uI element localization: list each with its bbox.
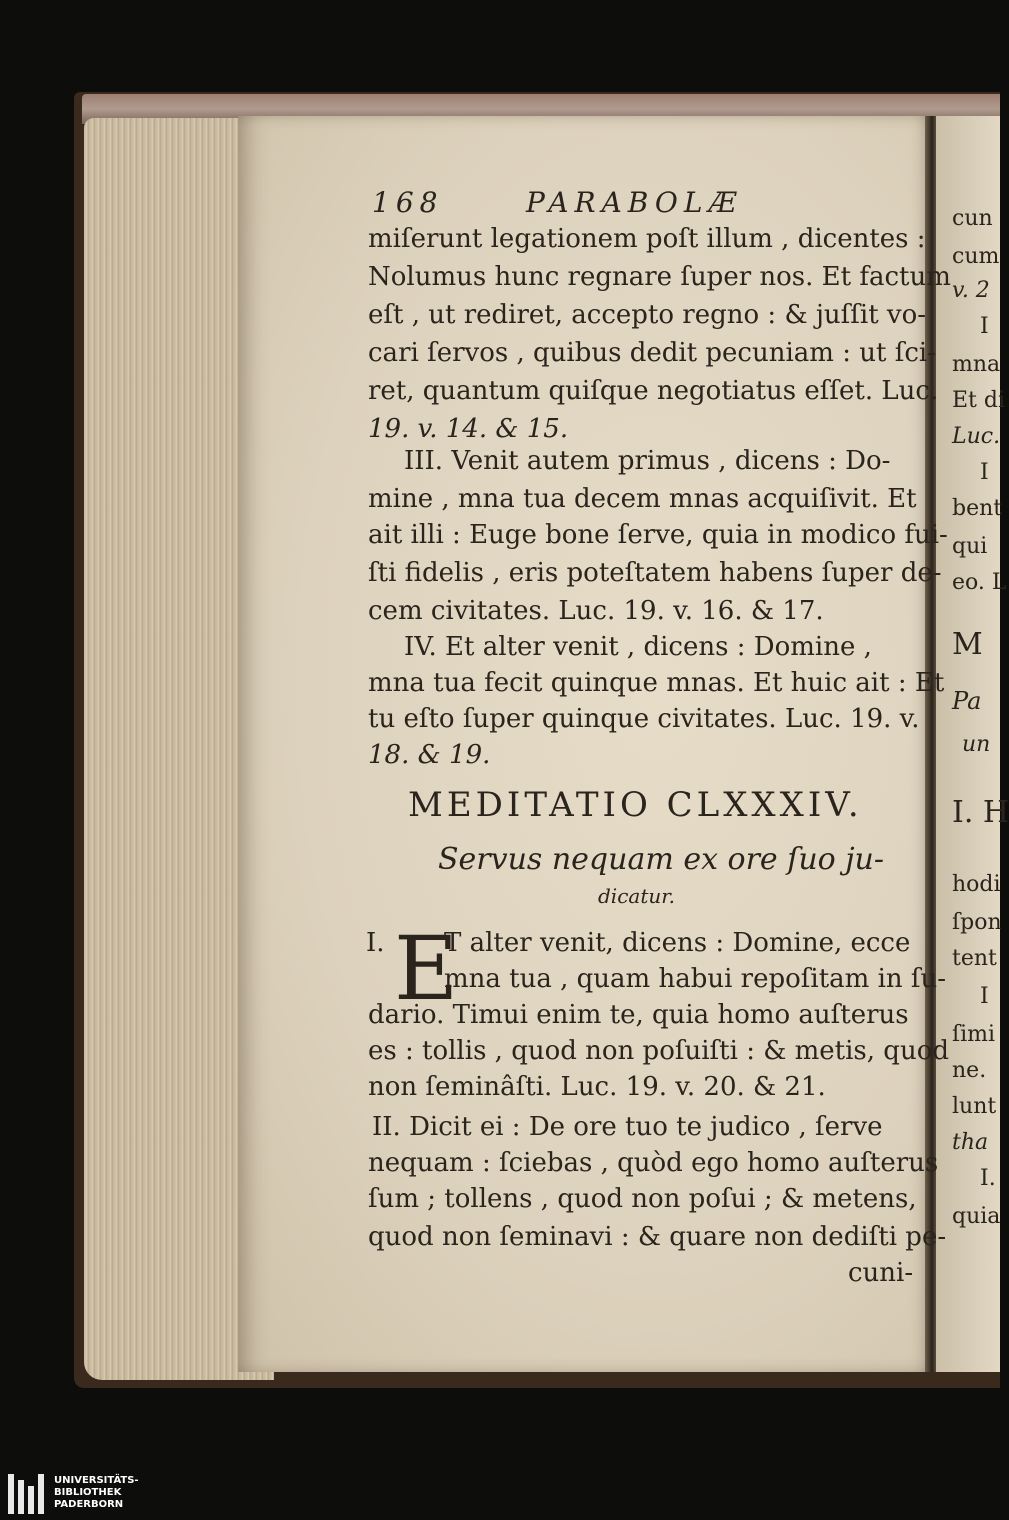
- text-line: II. Dicit ei : De ore tuo te judico , ſerve: [372, 1112, 883, 1142]
- facing-line: I: [980, 314, 989, 339]
- meditation-heading: MEDITATIO CLXXXIV.: [408, 785, 863, 825]
- facing-line: tha: [952, 1130, 989, 1155]
- facing-line: v. 2: [952, 278, 990, 303]
- text-line: eſt , ut rediret, accepto regno : & juſſit vo-: [368, 300, 927, 330]
- facing-line: Pa: [952, 687, 982, 715]
- facing-line: qui: [952, 534, 988, 559]
- text-line: tu eſto ſuper quinque civitates. Luc. 19. v.: [368, 704, 920, 734]
- facing-line: Luc.: [952, 424, 1001, 449]
- text-line: quod non ſeminavi : & quare non dediſti pe-: [368, 1222, 947, 1252]
- text-line: ſum ; tollens , quod non poſui ; & metens,: [368, 1184, 917, 1214]
- text-line: ſti fidelis , eris poteſtatem habens ſuper de-: [368, 558, 942, 588]
- text-line: nequam : ſciebas , quòd ego homo auſterus: [368, 1148, 939, 1178]
- facing-line: cum: [952, 244, 1000, 269]
- facing-line: I. H: [952, 795, 1009, 830]
- facing-line: ſimi: [952, 1022, 996, 1047]
- text-line: ret, quantum quiſque negotiatus eſſet. Luc.: [368, 376, 939, 406]
- paragraph-label: I.: [366, 928, 385, 958]
- library-logo-icon: [8, 1474, 52, 1514]
- facing-line: lunt: [952, 1094, 997, 1119]
- text-line: dario. Timui enim te, quia homo auſterus: [368, 1000, 909, 1030]
- facing-line: M: [952, 627, 983, 662]
- text-line: Nolumus hunc regnare ſuper nos. Et factum: [368, 262, 951, 292]
- text-line: mna tua , quam habui repoſitam in ſu-: [444, 964, 947, 994]
- library-name-line-2: BIBLIOTHEK: [54, 1487, 122, 1498]
- text-line: cari ſervos , quibus dedit pecuniam : ut ſci-: [368, 338, 936, 368]
- page-number: 168: [372, 186, 444, 219]
- text-line: cem civitates. Luc. 19. v. 16. & 17.: [368, 596, 824, 626]
- library-name-line-3: PADERBORN: [54, 1499, 124, 1510]
- library-name-line-1: UNIVERSITÄTS-: [54, 1475, 139, 1486]
- facing-line: cun: [952, 206, 993, 231]
- facing-line: hodi: [952, 872, 1001, 897]
- text-line: miſerunt legationem poſt illum , dicentes :: [368, 224, 926, 254]
- meditation-subheading: Servus nequam ex ore ſuo ju-: [438, 842, 885, 877]
- facing-line: quia: [952, 1204, 1001, 1229]
- catchword: cuni-: [848, 1258, 914, 1288]
- facing-line: eo. L: [952, 570, 1007, 595]
- text-line: mine , mna tua decem mnas acquiſivit. Et: [368, 484, 917, 514]
- facing-line: Et di: [952, 388, 1006, 413]
- facing-line: tent: [952, 946, 997, 971]
- text-line: IV. Et alter venit , dicens : Domine ,: [404, 632, 872, 662]
- facing-line: I: [980, 984, 989, 1009]
- facing-line: I.: [980, 1166, 996, 1191]
- meditation-subheading-cont: dicatur.: [598, 884, 675, 908]
- facing-line: ne.: [952, 1058, 987, 1083]
- text-line: T alter venit, dicens : Domine, ecce: [444, 928, 911, 958]
- text-line: III. Venit autem primus , dicens : Do-: [404, 446, 891, 476]
- running-head: PARABOLÆ: [526, 186, 743, 219]
- text-line: 19. v. 14. & 15.: [368, 414, 569, 444]
- text-line: ait illi : Euge bone ſerve, quia in modico fui-: [368, 520, 948, 550]
- facing-line: I: [980, 460, 989, 485]
- text-line: mna tua fecit quinque mnas. Et huic ait : Et: [368, 668, 945, 698]
- text-line: non ſeminâſti. Luc. 19. v. 20. & 21.: [368, 1072, 826, 1102]
- facing-line: ſpon: [952, 910, 1002, 935]
- facing-line: mna: [952, 352, 1001, 377]
- facing-line: un: [962, 732, 991, 757]
- footer-bar: [0, 1470, 1000, 1520]
- text-line: 18. & 19.: [368, 740, 491, 770]
- facing-line: bent: [952, 496, 1003, 521]
- text-line: es : tollis , quod non poſuiſti : & metis, quod: [368, 1036, 949, 1066]
- drop-cap: E: [394, 917, 459, 1020]
